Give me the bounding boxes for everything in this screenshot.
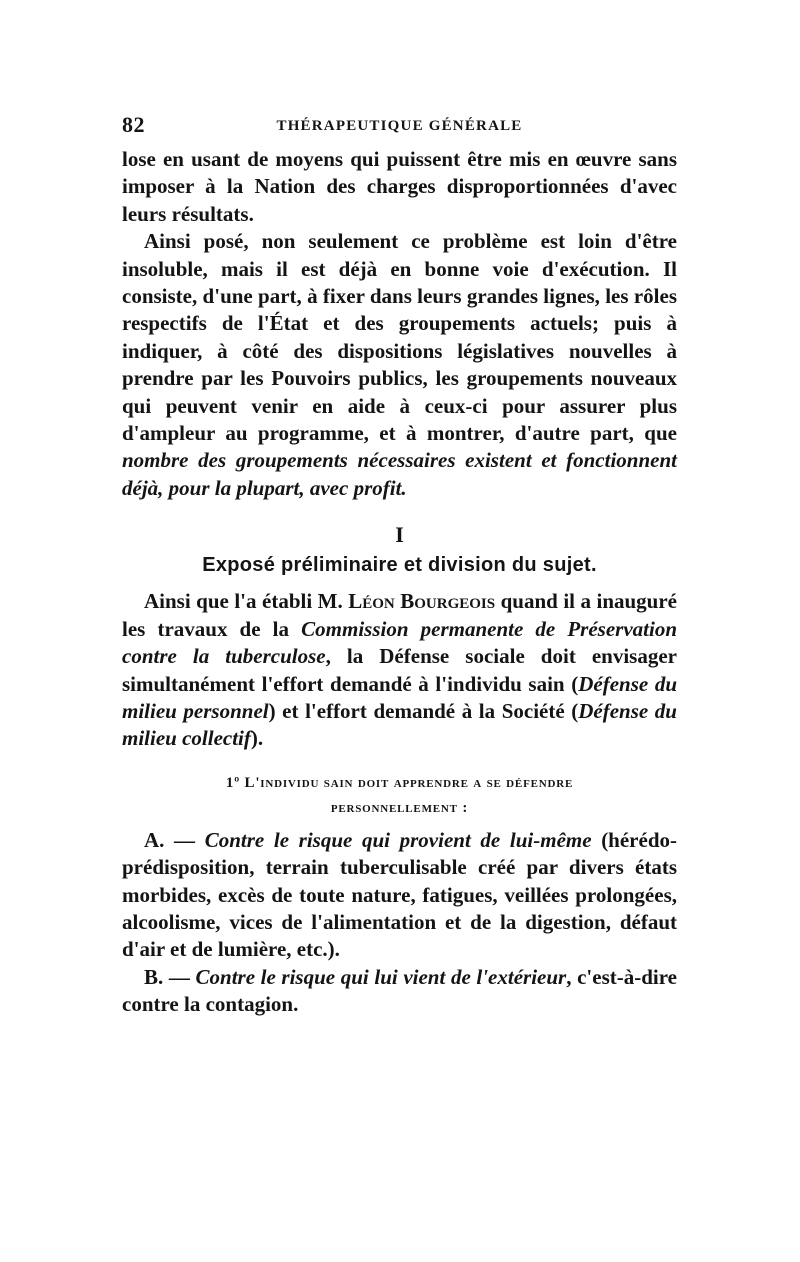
section-paragraph (122, 588, 677, 752)
intro-paragraph-italic: nombre des groupements nécessaires existent et fonctionnent déjà, pour la plupart, avec profit. (122, 448, 677, 500)
list-item-a (122, 827, 677, 964)
item-b-italic: Contre le risque qui lui vient de l'extérieur (195, 964, 567, 989)
subsection-heading (122, 771, 677, 821)
list-item-b (122, 964, 677, 1019)
book-page (122, 112, 677, 1019)
section-text-2: quand il a inauguré les travaux de la (122, 589, 677, 641)
intro-paragraph (122, 228, 677, 502)
section-text-4: ) et l'effort demandé à la Société ( (268, 698, 579, 723)
page-number: 82 (122, 112, 145, 137)
subsection-title-line-1: L'individu sain doit apprendre a se défendre (244, 774, 574, 791)
item-a-italic: Contre le risque qui provient de lui-même (204, 827, 592, 852)
section-text-3: , la Défense sociale doit envisager simultanément l'effort demandé à l'individu sain ( (122, 644, 678, 696)
personal-defense-term: Défense du milieu personnel (122, 671, 678, 723)
item-a-text: (hérédo-prédisposition, terrain tuberculisable créé par divers états morbides, excès de toute nature, fatigues, veillées prolongées, alcoolisme, vices de l'alimentation et de la digestion, défaut d'air et de lumière, etc.). (122, 827, 677, 962)
intro-paragraph-continuation: lose en usant de moyens qui puissent être mis en œuvre sans imposer à la Nation des charges disproportionnées d'avec leurs résultats. (122, 147, 677, 226)
section-text-5: ). (250, 726, 264, 751)
author-name: Léon Bourgeois (348, 589, 496, 614)
section-heading: Exposé préliminaire et division du sujet. (202, 554, 597, 577)
section-number: I (395, 522, 404, 548)
item-a-label: A. — (144, 827, 205, 852)
running-head (122, 112, 677, 146)
commission-title: Commission permanente de Préservation contre la tuberculose (122, 616, 678, 669)
item-b-label: B. — (144, 964, 196, 989)
subsection-title-line-2: personnellement : (330, 799, 469, 816)
item-b-text: , c'est-à-dire contre la contagion. (122, 964, 677, 1017)
subsection-heading-line-1 (122, 771, 677, 796)
section-text-1: Ainsi que l'a établi M. (144, 589, 349, 614)
subsection-number: 1º (225, 774, 240, 791)
intro-paragraph-text: Ainsi posé, non seulement ce problème est loin d'être insoluble, mais il est déjà en bonne voie d'exécution. Il consiste, d'une part, à fixer dans leurs grandes lignes, les rôles respectifs de l'État et des groupements actuels; puis à indiquer, à côté des dispositions législatives nouvelles à prendre par les Pouvoirs publics, les groupements nouveaux qui peuvent venir en aide à ceux-ci pour assurer plus d'ampleur au programme, et à montrer, d'autre part, que (122, 229, 677, 446)
collective-defense-term: Défense du milieu collectif (122, 698, 677, 751)
running-title: THÉRAPEUTIQUE GÉNÉRALE (276, 118, 523, 134)
